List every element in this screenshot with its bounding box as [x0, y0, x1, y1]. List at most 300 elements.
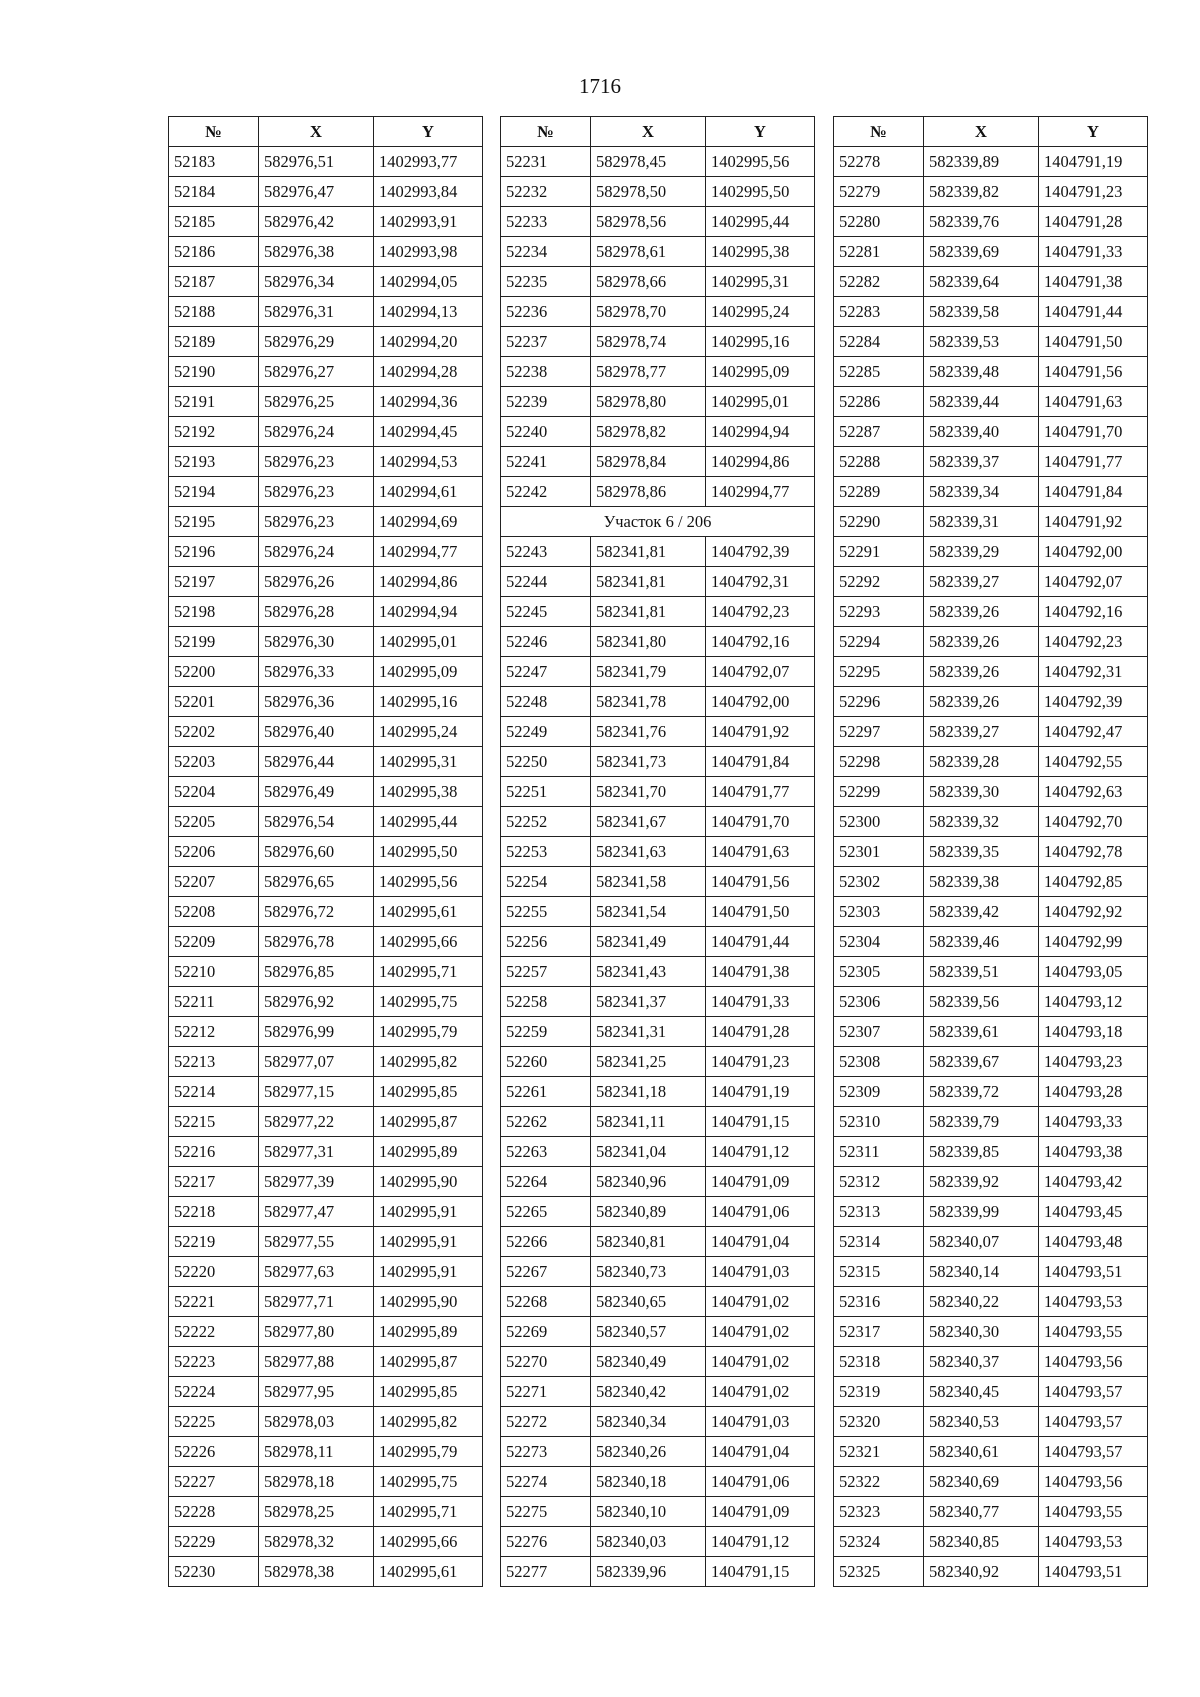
x-coordinate-cell: 582339,44 [924, 387, 1039, 417]
y-coordinate-cell: 1404791,77 [1039, 447, 1148, 477]
y-coordinate-cell: 1402993,84 [374, 177, 483, 207]
table-row [501, 477, 815, 507]
point-number-cell: 52253 [501, 837, 591, 867]
x-coordinate-cell: 582340,26 [591, 1437, 706, 1467]
table-row [169, 1107, 483, 1137]
table-row [169, 417, 483, 447]
point-number-cell: 52322 [834, 1467, 924, 1497]
point-number-cell: 52223 [169, 1347, 259, 1377]
point-number-cell: 52296 [834, 687, 924, 717]
y-coordinate-cell: 1402995,90 [374, 1287, 483, 1317]
point-number-cell: 52244 [501, 567, 591, 597]
x-coordinate-cell: 582977,88 [259, 1347, 374, 1377]
point-number-cell: 52207 [169, 867, 259, 897]
point-number-cell: 52194 [169, 477, 259, 507]
y-coordinate-cell: 1404791,04 [706, 1227, 815, 1257]
x-coordinate-cell: 582976,25 [259, 387, 374, 417]
y-coordinate-cell: 1404792,23 [1039, 627, 1148, 657]
point-number-cell: 52262 [501, 1107, 591, 1137]
table-row [834, 1407, 1148, 1437]
x-coordinate-cell: 582976,24 [259, 537, 374, 567]
table-row [169, 357, 483, 387]
x-coordinate-cell: 582978,18 [259, 1467, 374, 1497]
y-coordinate-cell: 1404793,23 [1039, 1047, 1148, 1077]
x-coordinate-cell: 582341,04 [591, 1137, 706, 1167]
y-coordinate-cell: 1404793,53 [1039, 1287, 1148, 1317]
point-number-cell: 52311 [834, 1137, 924, 1167]
point-number-cell: 52270 [501, 1347, 591, 1377]
x-coordinate-cell: 582340,92 [924, 1557, 1039, 1587]
table-row [501, 417, 815, 447]
point-number-cell: 52285 [834, 357, 924, 387]
y-coordinate-cell: 1404791,70 [706, 807, 815, 837]
y-coordinate-cell: 1402995,01 [706, 387, 815, 417]
point-number-cell: 52252 [501, 807, 591, 837]
table-row [834, 1017, 1148, 1047]
y-coordinate-cell: 1402995,71 [374, 1497, 483, 1527]
y-coordinate-cell: 1404793,51 [1039, 1257, 1148, 1287]
x-coordinate-cell: 582340,53 [924, 1407, 1039, 1437]
table-row [834, 777, 1148, 807]
x-coordinate-cell: 582339,34 [924, 477, 1039, 507]
x-coordinate-cell: 582978,70 [591, 297, 706, 327]
y-coordinate-cell: 1404793,05 [1039, 957, 1148, 987]
x-coordinate-cell: 582978,25 [259, 1497, 374, 1527]
point-number-cell: 52324 [834, 1527, 924, 1557]
x-coordinate-cell: 582339,96 [591, 1557, 706, 1587]
y-coordinate-cell: 1404793,12 [1039, 987, 1148, 1017]
x-coordinate-cell: 582976,78 [259, 927, 374, 957]
y-coordinate-cell: 1404791,63 [1039, 387, 1148, 417]
table-row [501, 1407, 815, 1437]
x-coordinate-cell: 582341,58 [591, 867, 706, 897]
point-number-cell: 52190 [169, 357, 259, 387]
table-row [834, 747, 1148, 777]
x-coordinate-cell: 582341,37 [591, 987, 706, 1017]
point-number-cell: 52315 [834, 1257, 924, 1287]
x-coordinate-cell: 582978,45 [591, 147, 706, 177]
table-row [169, 1257, 483, 1287]
y-coordinate-cell: 1404792,31 [1039, 657, 1148, 687]
table-row [501, 747, 815, 777]
point-number-cell: 52193 [169, 447, 259, 477]
point-number-cell: 52278 [834, 147, 924, 177]
point-number-cell: 52259 [501, 1017, 591, 1047]
table-row [834, 177, 1148, 207]
y-coordinate-cell: 1402995,56 [706, 147, 815, 177]
x-coordinate-cell: 582339,26 [924, 657, 1039, 687]
point-number-cell: 52307 [834, 1017, 924, 1047]
x-coordinate-cell: 582339,40 [924, 417, 1039, 447]
point-number-cell: 52250 [501, 747, 591, 777]
point-number-cell: 52289 [834, 477, 924, 507]
table-row [169, 567, 483, 597]
table-row [501, 1017, 815, 1047]
x-coordinate-cell: 582976,65 [259, 867, 374, 897]
table-row [834, 987, 1148, 1017]
y-coordinate-cell: 1404793,48 [1039, 1227, 1148, 1257]
point-number-cell: 52325 [834, 1557, 924, 1587]
y-coordinate-cell: 1404791,44 [1039, 297, 1148, 327]
point-number-cell: 52301 [834, 837, 924, 867]
point-number-cell: 52212 [169, 1017, 259, 1047]
y-coordinate-cell: 1404791,02 [706, 1287, 815, 1317]
x-coordinate-cell: 582976,40 [259, 717, 374, 747]
point-number-cell: 52308 [834, 1047, 924, 1077]
point-number-cell: 52261 [501, 1077, 591, 1107]
table-row [501, 1347, 815, 1377]
x-coordinate-cell: 582339,26 [924, 627, 1039, 657]
y-coordinate-cell: 1404792,07 [706, 657, 815, 687]
y-coordinate-cell: 1404792,78 [1039, 837, 1148, 867]
x-coordinate-cell: 582339,85 [924, 1137, 1039, 1167]
table-row [501, 177, 815, 207]
y-coordinate-cell: 1402995,79 [374, 1017, 483, 1047]
column-header-number: № [834, 117, 924, 147]
y-coordinate-cell: 1402995,71 [374, 957, 483, 987]
x-coordinate-cell: 582978,32 [259, 1527, 374, 1557]
x-coordinate-cell: 582976,54 [259, 807, 374, 837]
point-number-cell: 52239 [501, 387, 591, 417]
point-number-cell: 52237 [501, 327, 591, 357]
point-number-cell: 52291 [834, 537, 924, 567]
table-row [834, 1197, 1148, 1227]
x-coordinate-cell: 582340,22 [924, 1287, 1039, 1317]
x-coordinate-cell: 582341,80 [591, 627, 706, 657]
x-coordinate-cell: 582339,42 [924, 897, 1039, 927]
table-row [169, 1377, 483, 1407]
table-row [834, 957, 1148, 987]
point-number-cell: 52305 [834, 957, 924, 987]
table-row [169, 1317, 483, 1347]
table-row [501, 627, 815, 657]
y-coordinate-cell: 1404791,09 [706, 1167, 815, 1197]
table-row [834, 1377, 1148, 1407]
x-coordinate-cell: 582339,82 [924, 177, 1039, 207]
x-coordinate-cell: 582340,96 [591, 1167, 706, 1197]
x-coordinate-cell: 582341,70 [591, 777, 706, 807]
table-row [834, 927, 1148, 957]
y-coordinate-cell: 1404792,85 [1039, 867, 1148, 897]
table-row [501, 717, 815, 747]
table-row [834, 567, 1148, 597]
table-row [834, 327, 1148, 357]
table-row [834, 1107, 1148, 1137]
x-coordinate-cell: 582977,55 [259, 1227, 374, 1257]
point-number-cell: 52290 [834, 507, 924, 537]
x-coordinate-cell: 582339,38 [924, 867, 1039, 897]
x-coordinate-cell: 582341,78 [591, 687, 706, 717]
y-coordinate-cell: 1404793,57 [1039, 1407, 1148, 1437]
point-number-cell: 52196 [169, 537, 259, 567]
x-coordinate-cell: 582976,23 [259, 477, 374, 507]
y-coordinate-cell: 1402995,91 [374, 1257, 483, 1287]
point-number-cell: 52251 [501, 777, 591, 807]
y-coordinate-cell: 1402994,45 [374, 417, 483, 447]
x-coordinate-cell: 582978,77 [591, 357, 706, 387]
y-coordinate-cell: 1404793,55 [1039, 1317, 1148, 1347]
table-row [834, 1317, 1148, 1347]
y-coordinate-cell: 1402995,24 [374, 717, 483, 747]
point-number-cell: 52188 [169, 297, 259, 327]
table-row [169, 1557, 483, 1587]
x-coordinate-cell: 582339,61 [924, 1017, 1039, 1047]
x-coordinate-cell: 582340,10 [591, 1497, 706, 1527]
y-coordinate-cell: 1404791,50 [1039, 327, 1148, 357]
point-number-cell: 52192 [169, 417, 259, 447]
table-row [501, 1047, 815, 1077]
point-number-cell: 52271 [501, 1377, 591, 1407]
y-coordinate-cell: 1404791,15 [706, 1107, 815, 1137]
table-row [501, 957, 815, 987]
y-coordinate-cell: 1404791,38 [706, 957, 815, 987]
x-coordinate-cell: 582977,39 [259, 1167, 374, 1197]
y-coordinate-cell: 1404792,63 [1039, 777, 1148, 807]
point-number-cell: 52265 [501, 1197, 591, 1227]
x-coordinate-cell: 582976,60 [259, 837, 374, 867]
y-coordinate-cell: 1404791,19 [1039, 147, 1148, 177]
table-row [834, 867, 1148, 897]
y-coordinate-cell: 1402995,85 [374, 1377, 483, 1407]
y-coordinate-cell: 1404791,12 [706, 1137, 815, 1167]
table-row [501, 357, 815, 387]
table-row [834, 1347, 1148, 1377]
y-coordinate-cell: 1404791,28 [706, 1017, 815, 1047]
table-row [834, 1287, 1148, 1317]
y-coordinate-cell: 1402995,24 [706, 297, 815, 327]
point-number-cell: 52204 [169, 777, 259, 807]
table-row [834, 1257, 1148, 1287]
x-coordinate-cell: 582976,47 [259, 177, 374, 207]
table-row [169, 987, 483, 1017]
point-number-cell: 52255 [501, 897, 591, 927]
point-number-cell: 52280 [834, 207, 924, 237]
x-coordinate-cell: 582976,23 [259, 447, 374, 477]
x-coordinate-cell: 582339,31 [924, 507, 1039, 537]
table-row [501, 1167, 815, 1197]
y-coordinate-cell: 1402994,77 [706, 477, 815, 507]
y-coordinate-cell: 1402994,69 [374, 507, 483, 537]
x-coordinate-cell: 582339,76 [924, 207, 1039, 237]
x-coordinate-cell: 582340,69 [924, 1467, 1039, 1497]
table-row [501, 1107, 815, 1137]
x-coordinate-cell: 582340,18 [591, 1467, 706, 1497]
x-coordinate-cell: 582978,66 [591, 267, 706, 297]
y-coordinate-cell: 1404793,56 [1039, 1347, 1148, 1377]
table-row [834, 447, 1148, 477]
point-number-cell: 52247 [501, 657, 591, 687]
x-coordinate-cell: 582339,35 [924, 837, 1039, 867]
x-coordinate-cell: 582341,11 [591, 1107, 706, 1137]
table-row [834, 237, 1148, 267]
y-coordinate-cell: 1402995,31 [706, 267, 815, 297]
y-coordinate-cell: 1404791,23 [706, 1047, 815, 1077]
y-coordinate-cell: 1404791,03 [706, 1407, 815, 1437]
table-row [834, 597, 1148, 627]
y-coordinate-cell: 1402995,87 [374, 1107, 483, 1137]
y-coordinate-cell: 1402995,89 [374, 1137, 483, 1167]
x-coordinate-cell: 582978,86 [591, 477, 706, 507]
x-coordinate-cell: 582977,71 [259, 1287, 374, 1317]
x-coordinate-cell: 582340,85 [924, 1527, 1039, 1557]
y-coordinate-cell: 1402994,61 [374, 477, 483, 507]
table-row [501, 597, 815, 627]
point-number-cell: 52214 [169, 1077, 259, 1107]
table-row [169, 1197, 483, 1227]
table-row [501, 927, 815, 957]
point-number-cell: 52318 [834, 1347, 924, 1377]
x-coordinate-cell: 582339,28 [924, 747, 1039, 777]
table-row [834, 627, 1148, 657]
table-row [501, 837, 815, 867]
table-row [834, 417, 1148, 447]
x-coordinate-cell: 582976,34 [259, 267, 374, 297]
point-number-cell: 52300 [834, 807, 924, 837]
y-coordinate-cell: 1402995,61 [374, 897, 483, 927]
y-coordinate-cell: 1404793,42 [1039, 1167, 1148, 1197]
point-number-cell: 52201 [169, 687, 259, 717]
y-coordinate-cell: 1404791,77 [706, 777, 815, 807]
y-coordinate-cell: 1402995,66 [374, 927, 483, 957]
y-coordinate-cell: 1404791,92 [1039, 507, 1148, 537]
table-row [834, 387, 1148, 417]
y-coordinate-cell: 1402994,28 [374, 357, 483, 387]
y-coordinate-cell: 1402995,91 [374, 1197, 483, 1227]
y-coordinate-cell: 1404792,16 [1039, 597, 1148, 627]
point-number-cell: 52234 [501, 237, 591, 267]
point-number-cell: 52269 [501, 1317, 591, 1347]
point-number-cell: 52185 [169, 207, 259, 237]
x-coordinate-cell: 582339,53 [924, 327, 1039, 357]
table-row [501, 1437, 815, 1467]
y-coordinate-cell: 1402995,09 [706, 357, 815, 387]
point-number-cell: 52268 [501, 1287, 591, 1317]
table-row [834, 1497, 1148, 1527]
table-row [501, 687, 815, 717]
table-row [169, 897, 483, 927]
table-row [834, 1167, 1148, 1197]
x-coordinate-cell: 582341,43 [591, 957, 706, 987]
x-coordinate-cell: 582341,79 [591, 657, 706, 687]
y-coordinate-cell: 1404791,70 [1039, 417, 1148, 447]
x-coordinate-cell: 582339,51 [924, 957, 1039, 987]
y-coordinate-cell: 1404793,57 [1039, 1377, 1148, 1407]
x-coordinate-cell: 582977,15 [259, 1077, 374, 1107]
table-row [169, 387, 483, 417]
point-number-cell: 52273 [501, 1437, 591, 1467]
x-coordinate-cell: 582976,44 [259, 747, 374, 777]
point-number-cell: 52303 [834, 897, 924, 927]
x-coordinate-cell: 582976,99 [259, 1017, 374, 1047]
y-coordinate-cell: 1402995,31 [374, 747, 483, 777]
x-coordinate-cell: 582340,03 [591, 1527, 706, 1557]
table-row [501, 807, 815, 837]
table-row [169, 867, 483, 897]
point-number-cell: 52241 [501, 447, 591, 477]
point-number-cell: 52218 [169, 1197, 259, 1227]
x-coordinate-cell: 582976,30 [259, 627, 374, 657]
table-row [834, 1047, 1148, 1077]
x-coordinate-cell: 582339,27 [924, 717, 1039, 747]
y-coordinate-cell: 1402994,94 [374, 597, 483, 627]
point-number-cell: 52298 [834, 747, 924, 777]
y-coordinate-cell: 1402995,09 [374, 657, 483, 687]
point-number-cell: 52230 [169, 1557, 259, 1587]
y-coordinate-cell: 1404791,63 [706, 837, 815, 867]
table-row [501, 1377, 815, 1407]
point-number-cell: 52236 [501, 297, 591, 327]
table-row [169, 177, 483, 207]
table-row [834, 147, 1148, 177]
y-coordinate-cell: 1404792,47 [1039, 717, 1148, 747]
y-coordinate-cell: 1404791,02 [706, 1317, 815, 1347]
table-row [169, 537, 483, 567]
y-coordinate-cell: 1404793,33 [1039, 1107, 1148, 1137]
y-coordinate-cell: 1404792,99 [1039, 927, 1148, 957]
x-coordinate-cell: 582976,85 [259, 957, 374, 987]
point-number-cell: 52320 [834, 1407, 924, 1437]
point-number-cell: 52243 [501, 537, 591, 567]
table-row [169, 207, 483, 237]
point-number-cell: 52200 [169, 657, 259, 687]
point-number-cell: 52293 [834, 597, 924, 627]
table-row [169, 687, 483, 717]
y-coordinate-cell: 1402995,87 [374, 1347, 483, 1377]
point-number-cell: 52283 [834, 297, 924, 327]
point-number-cell: 52257 [501, 957, 591, 987]
point-number-cell: 52206 [169, 837, 259, 867]
point-number-cell: 52242 [501, 477, 591, 507]
y-coordinate-cell: 1404791,19 [706, 1077, 815, 1107]
point-number-cell: 52321 [834, 1437, 924, 1467]
point-number-cell: 52272 [501, 1407, 591, 1437]
y-coordinate-cell: 1404793,56 [1039, 1467, 1148, 1497]
x-coordinate-cell: 582339,67 [924, 1047, 1039, 1077]
point-number-cell: 52258 [501, 987, 591, 1017]
table-row [501, 1467, 815, 1497]
point-number-cell: 52310 [834, 1107, 924, 1137]
table-row [501, 897, 815, 927]
point-number-cell: 52263 [501, 1137, 591, 1167]
x-coordinate-cell: 582978,56 [591, 207, 706, 237]
point-number-cell: 52240 [501, 417, 591, 447]
column-header-x: X [591, 117, 706, 147]
x-coordinate-cell: 582976,49 [259, 777, 374, 807]
table-row [169, 147, 483, 177]
table-row [501, 1227, 815, 1257]
point-number-cell: 52220 [169, 1257, 259, 1287]
table-row [501, 1257, 815, 1287]
point-number-cell: 52227 [169, 1467, 259, 1497]
y-coordinate-cell: 1402995,50 [374, 837, 483, 867]
table-row [501, 537, 815, 567]
table-row [169, 1167, 483, 1197]
x-coordinate-cell: 582340,14 [924, 1257, 1039, 1287]
x-coordinate-cell: 582341,54 [591, 897, 706, 927]
y-coordinate-cell: 1402995,85 [374, 1077, 483, 1107]
y-coordinate-cell: 1404793,53 [1039, 1527, 1148, 1557]
table-row [501, 297, 815, 327]
x-coordinate-cell: 582339,56 [924, 987, 1039, 1017]
page-number: 1716 [579, 74, 621, 98]
x-coordinate-cell: 582341,73 [591, 747, 706, 777]
point-number-cell: 52312 [834, 1167, 924, 1197]
x-coordinate-cell: 582976,27 [259, 357, 374, 387]
x-coordinate-cell: 582339,89 [924, 147, 1039, 177]
point-number-cell: 52205 [169, 807, 259, 837]
table-row [834, 267, 1148, 297]
y-coordinate-cell: 1402995,79 [374, 1437, 483, 1467]
